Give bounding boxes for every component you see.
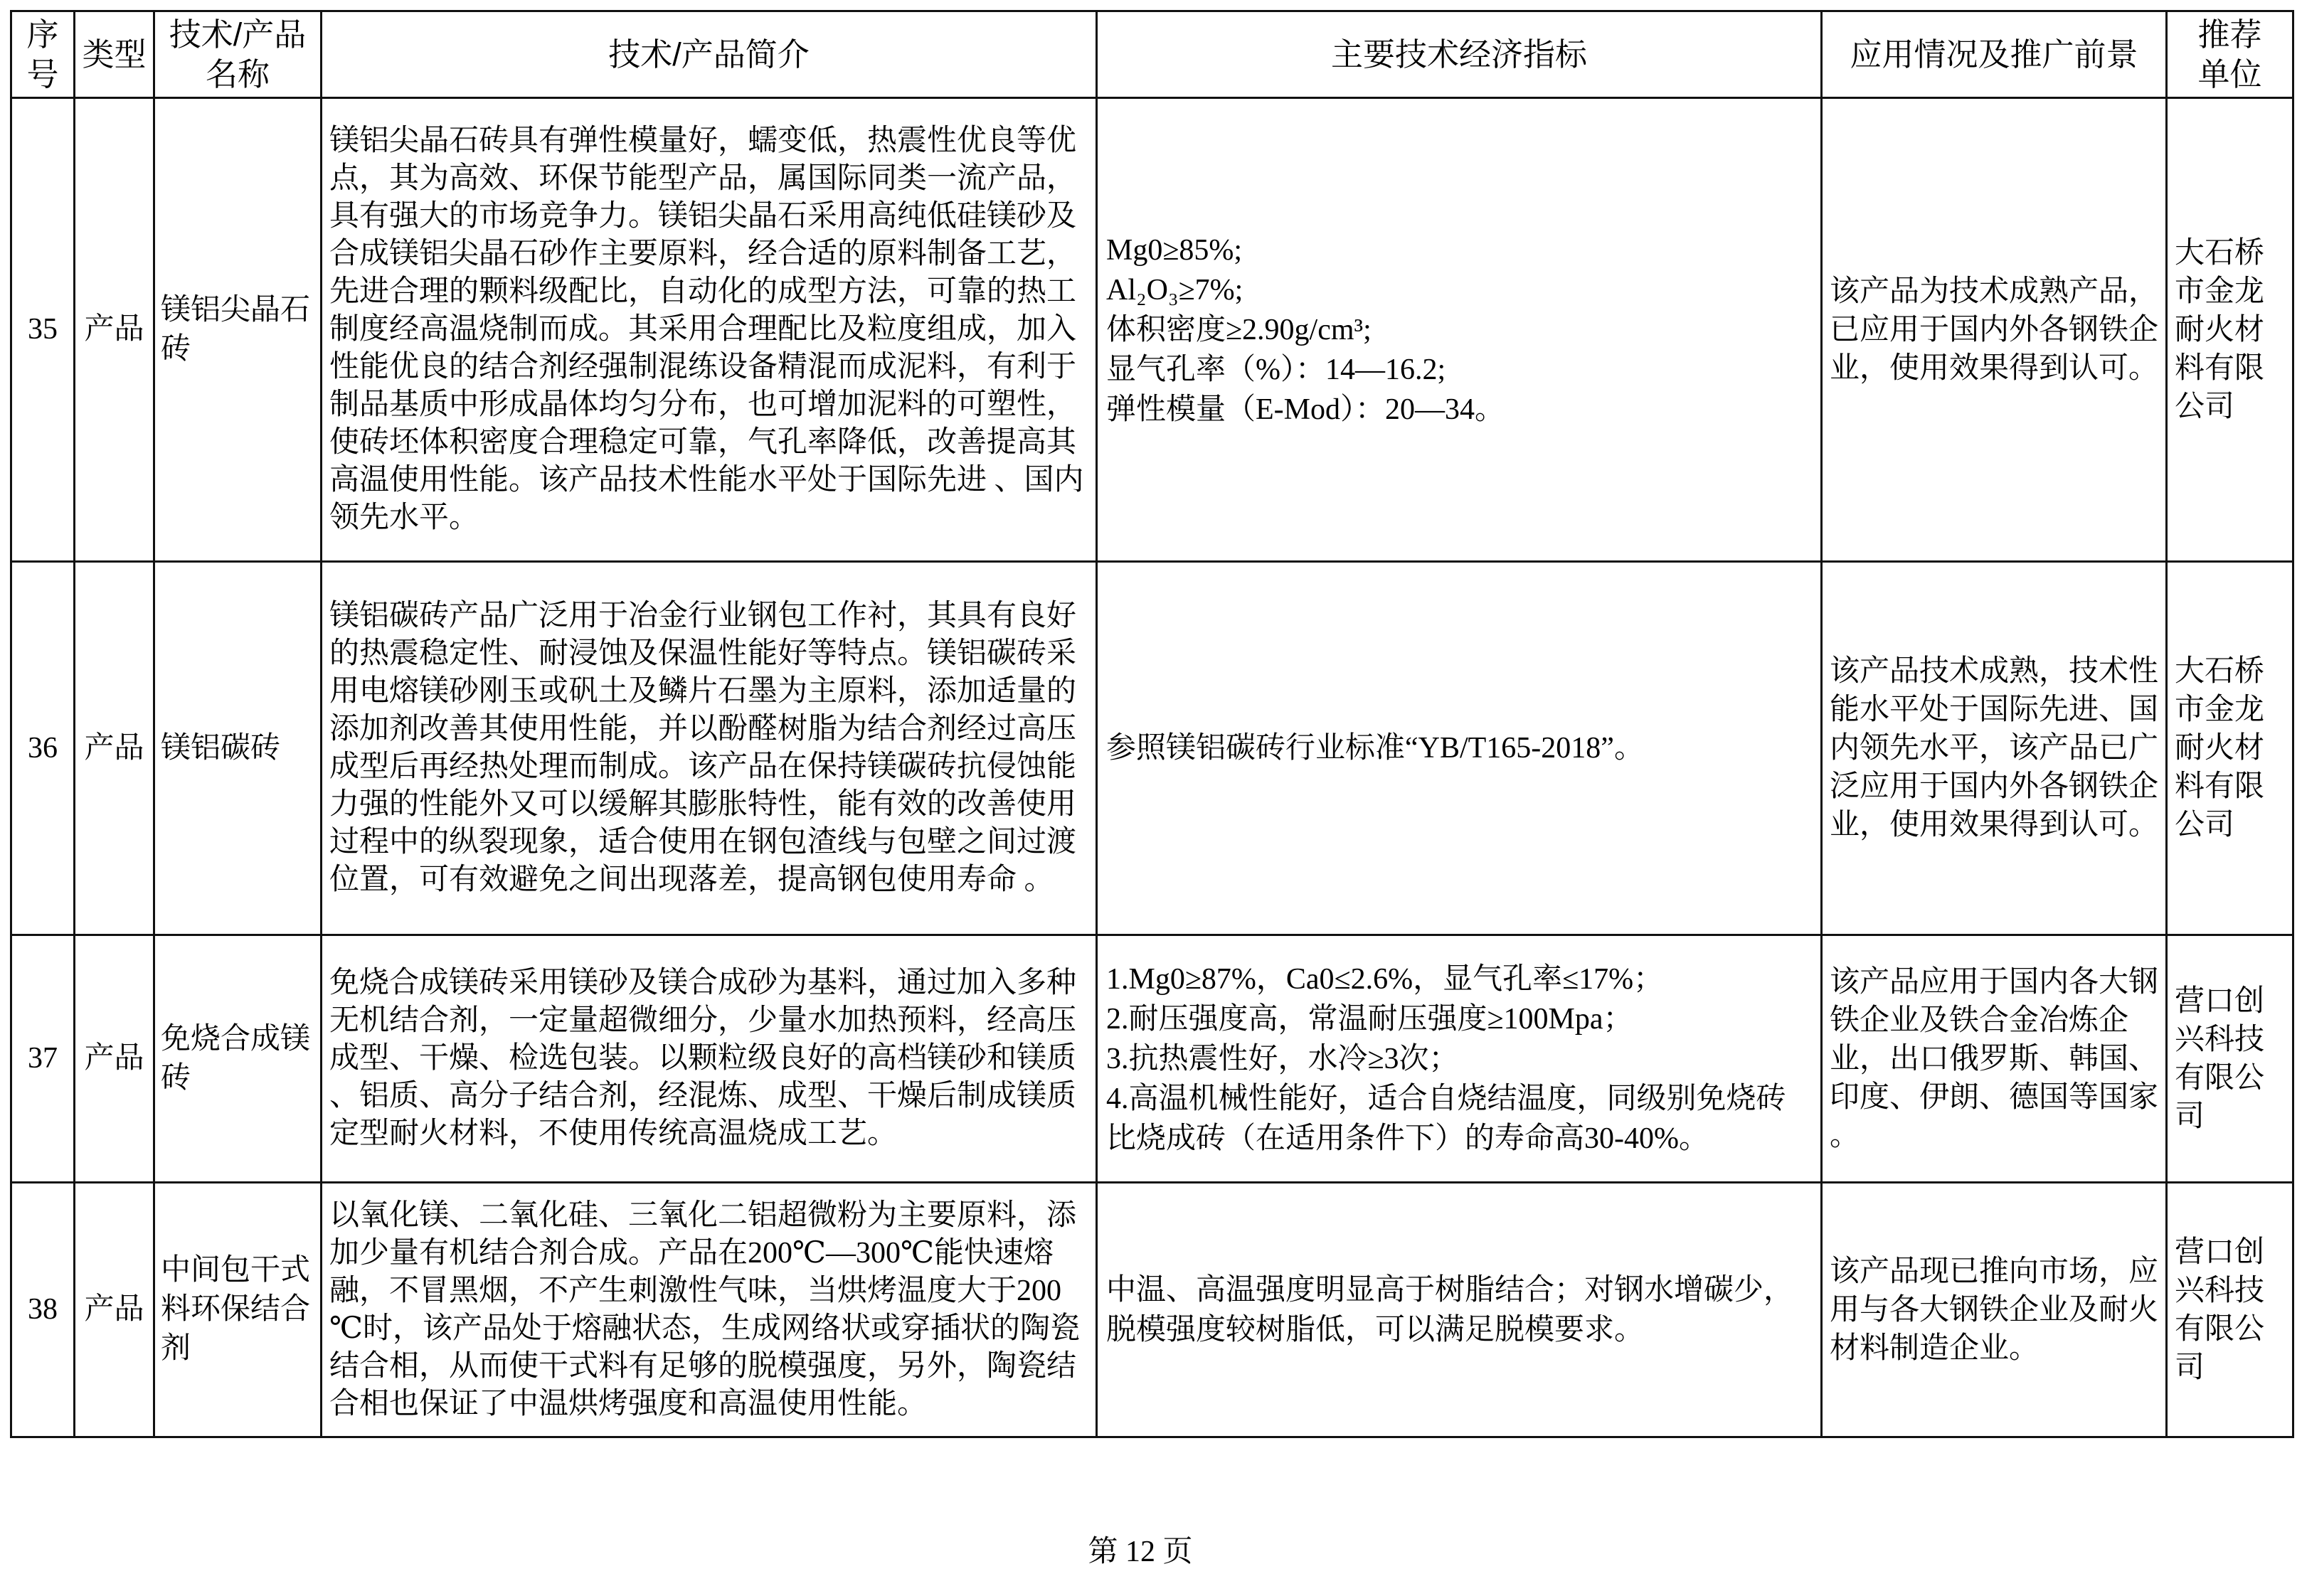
text-line: 内领先水平，该产品已广 (1830, 732, 2159, 765)
header-row (11, 11, 2293, 98)
text-line: 脱模强度较树脂低，可以满足脱模要求。 (1106, 1313, 1645, 1346)
text-line: 单位 (2197, 55, 2262, 92)
table-row (11, 562, 2293, 935)
header-seq (11, 11, 75, 98)
header-name (154, 11, 322, 98)
type-label: 产品 (84, 1042, 144, 1075)
text-line: Mg0≥85%; (1106, 233, 1243, 267)
recommender-cell (2167, 1183, 2293, 1437)
header-intro-text: 技术/产品简介 (608, 36, 810, 73)
text-line: 耐火材 (2175, 313, 2265, 346)
text-line: 、铝质、高分子结合剂，经混炼、成型、干燥后制成镁质 (329, 1080, 1077, 1112)
product-name (161, 291, 320, 369)
text-line: 免烧合成镁砖采用镁砂及镁合成砂为基料，通过加入多种 (329, 967, 1077, 999)
text-line: 弹性模量（E-Mod）：20—34。 (1106, 393, 1505, 426)
recommender-cell (2167, 98, 2293, 562)
text-line: 制度经高温烧制而成。其采用合理配比及粒度组成，加入 (329, 313, 1077, 346)
text-line: 泛应用于国内外各钢铁企 (1830, 770, 2159, 803)
table-row (11, 98, 2293, 562)
application-cell (1822, 562, 2167, 935)
product-table (10, 10, 2294, 1438)
text-line: 印度、伊朗、德国等国家 (1830, 1080, 2159, 1114)
text-line: 镁铝尖晶石砖具有弹性模量好，蠕变低，热震性优良等优 (329, 124, 1077, 157)
text-line: 显气孔率（%）：14—16.2; (1106, 353, 1446, 386)
text-line: 参照镁铝碳砖行业标准“YB/T165-2018”。 (1106, 732, 1644, 765)
text-line: 营口创 (2175, 984, 2265, 1018)
text-line: 有限公 (2175, 1312, 2265, 1346)
header-recommender (2167, 11, 2293, 98)
text-line: 该产品现已推向市场，应 (1830, 1255, 2159, 1288)
header-indicators (1097, 11, 1822, 98)
indicators-text (1106, 959, 1820, 1159)
text-line: 点，其为高效、环保节能型产品，属国际同类一流产品， (329, 162, 1077, 195)
name-cell (154, 562, 322, 935)
application-cell (1822, 935, 2167, 1183)
name-cell (154, 98, 322, 562)
application-text (1830, 963, 2165, 1155)
text-line: 业，使用效果得到认可。 (1830, 809, 2159, 841)
intro-cell (322, 1183, 1097, 1437)
text-line: 料有限 (2175, 770, 2265, 803)
intro-text (329, 1197, 1096, 1423)
text-line: 融，不冒黑烟，不产生刺激性气味，当烘烤温度大于200 (329, 1274, 1062, 1307)
text-line: 使砖坯体积密度合理稳定可靠，气孔率降低，改善提高其 (329, 426, 1077, 459)
text-line: 序 (26, 16, 59, 53)
text-line: 领先水平。 (329, 501, 479, 534)
page-number: 第 12 页 (1088, 1536, 1193, 1568)
text-line: ℃时，该产品处于熔融状态，生成网络状或穿插状的陶瓷 (329, 1312, 1080, 1345)
text-line: 成型后再经热处理而制成。该产品在保持镁碳砖抗侵蚀能 (329, 750, 1077, 783)
text-line: 先进合理的颗料级配比，自动化的成型方法，可靠的热工 (329, 275, 1077, 308)
product-name (161, 1020, 320, 1098)
text-line: 用电熔镁砂刚玉或矾土及鳞片石墨为主原料，添加适量的 (329, 675, 1077, 708)
recommender-text (2175, 234, 2292, 426)
header-application-text: 应用情况及推广前景 (1850, 36, 2138, 73)
application-text (1830, 652, 2165, 844)
text-line: 能水平处于国际先进、国 (1830, 693, 2159, 726)
type-cell (75, 935, 154, 1183)
text-line: 镁铝碳砖产品广泛用于冶金行业钢包工作衬，其具有良好 (329, 600, 1077, 632)
product-name (161, 1251, 320, 1368)
seq-cell (11, 98, 75, 562)
indicators-text (1106, 1270, 1820, 1350)
text-line: 镁铝碳砖 (161, 731, 281, 765)
header-type-text: 类型 (82, 36, 147, 73)
recommender-cell (2167, 935, 2293, 1183)
text-line: 兴科技 (2175, 1274, 2265, 1307)
application-cell (1822, 1183, 2167, 1437)
text-line: 具有强大的市场竞争力。镁铝尖晶石采用高纯低硅镁砂及 (329, 200, 1077, 233)
text-line: 公司 (2175, 809, 2235, 841)
header-name-text (155, 15, 320, 95)
text-line: 合成镁铝尖晶石砂作主要原料，经合适的原料制备工艺， (329, 238, 1077, 270)
text-line: 加少量有机结合剂合成。产品在200℃—300℃能快速熔 (329, 1236, 1054, 1270)
text-line: 耐火材 (2175, 732, 2265, 765)
text-line: 已应用于国内外各钢铁企 (1830, 313, 2159, 346)
text-line: 有限公 (2175, 1061, 2265, 1095)
table-row (11, 935, 2293, 1183)
text-line: 中温、高温强度明显高于树脂结合；对钢水增碳少， (1106, 1273, 1794, 1307)
text-line: 业，出口俄罗斯、韩国、 (1830, 1042, 2159, 1075)
intro-cell (322, 562, 1097, 935)
header-recommender-text (2168, 15, 2292, 95)
text-line: 该产品应用于国内各大钢 (1830, 965, 2159, 999)
recommender-text (2175, 652, 2292, 844)
text-line: 公司 (2175, 390, 2235, 423)
header-type (75, 11, 154, 98)
text-line: 体积密度≥2.90g/cm³; (1106, 313, 1372, 346)
text-line: 免烧合成镁 (161, 1022, 311, 1055)
seq-number: 38 (28, 1293, 58, 1326)
text-line: 营口创 (2175, 1235, 2265, 1269)
recommender-text (2175, 982, 2292, 1136)
text-line: 司 (2175, 1351, 2205, 1384)
text-line: 合相也保证了中温烘烤强度和高温使用性能。 (329, 1387, 928, 1420)
intro-text (329, 597, 1096, 899)
type-label: 产品 (84, 313, 144, 346)
text-line: 无机结合剂，一定量超微细分，少量水加热预料，经高压 (329, 1004, 1077, 1037)
text-line: 的热震稳定性、耐浸蚀及保温性能好等特点。镁铝碳砖采 (329, 637, 1077, 670)
text-line: 中间包干式 (161, 1254, 311, 1287)
seq-cell (11, 935, 75, 1183)
text-line: 业，使用效果得到认可。 (1830, 351, 2159, 385)
intro-cell (322, 935, 1097, 1183)
seq-number: 37 (28, 1042, 58, 1075)
text-line: 技术/产品 (169, 16, 307, 53)
intro-text (329, 122, 1096, 537)
text-line: 该产品技术成熟，技术性 (1830, 655, 2159, 688)
intro-cell (322, 98, 1097, 562)
text-line: 高温使用性能。该产品技术性能水平处于国际先进 、国内 (329, 464, 1084, 496)
text-line: 砖 (161, 332, 191, 366)
text-line: 该产品为技术成熟产品， (1830, 275, 2159, 308)
indicators-cell (1097, 1183, 1822, 1437)
indicators-text (1106, 230, 1820, 430)
text-line: 料有限 (2175, 351, 2265, 385)
text-line: 材料制造企业。 (1830, 1331, 2040, 1365)
intro-text (329, 964, 1096, 1153)
application-text (1830, 272, 2165, 388)
text-line: 名称 (205, 55, 270, 92)
text-line: 镁铝尖晶石 (161, 293, 311, 326)
text-line: 大石桥 (2175, 236, 2265, 270)
text-line: 砖 (161, 1061, 191, 1095)
header-intro (322, 11, 1097, 98)
text-line: 。 (1830, 1119, 1860, 1152)
text-line: 成型、干燥、检选包装。以颗粒级良好的高档镁砂和镁质 (329, 1042, 1077, 1075)
indicators-text (1106, 728, 1820, 768)
type-label: 产品 (84, 731, 144, 765)
text-line: 用与各大钢铁企业及耐火 (1830, 1293, 2159, 1326)
text-line: 力强的性能外又可以缓解其膨胀特性，能有效的改善使用 (329, 788, 1077, 821)
text-line: 剂 (161, 1332, 191, 1365)
text-line: 司 (2175, 1100, 2205, 1133)
text-line: 过程中的纵裂现象，适合使用在钢包渣线与包壁之间过渡 (329, 826, 1077, 858)
text-line: 制品基质中形成晶体均匀分布，也可增加泥料的可塑性， (329, 388, 1077, 421)
application-text (1830, 1252, 2165, 1368)
text-line: 1.Mg0≥87%，Ca0≤2.6%，显气孔率≤17%； (1106, 962, 1664, 996)
type-cell (75, 98, 154, 562)
type-cell (75, 562, 154, 935)
text-line: 推荐 (2197, 16, 2262, 53)
recommender-cell (2167, 562, 2293, 935)
text-line: 市金龙 (2175, 693, 2265, 726)
text-line: 结合相，从而使干式料有足够的脱模强度，另外，陶瓷结 (329, 1349, 1077, 1383)
header-application (1822, 11, 2167, 98)
text-line: 铁企业及铁合金冶炼企 (1830, 1004, 2129, 1037)
header-indicators-text: 主要技术经济指标 (1330, 36, 1587, 73)
product-name (161, 729, 320, 768)
indicators-cell (1097, 935, 1822, 1183)
seq-number: 36 (28, 731, 58, 765)
text-line: 4.高温机械性能好，适合自烧结温度，同级别免烧砖 (1106, 1082, 1786, 1115)
table-row (11, 1183, 2293, 1437)
text-line: 大石桥 (2175, 655, 2265, 688)
seq-number: 35 (28, 313, 58, 346)
name-cell (154, 1183, 322, 1437)
seq-cell (11, 562, 75, 935)
indicators-cell (1097, 98, 1822, 562)
text-line: 市金龙 (2175, 275, 2265, 308)
text-line: 兴科技 (2175, 1023, 2265, 1056)
text-line: 定型耐火材料，不使用传统高温烧成工艺。 (329, 1117, 898, 1150)
text-line: 比烧成砖（在适用条件下）的寿命高30-40%。 (1106, 1122, 1709, 1155)
text-line: 以氧化镁、二氧化硅、三氧化二铝超微粉为主要原料，添 (329, 1198, 1077, 1232)
seq-cell (11, 1183, 75, 1437)
text-line: Al₂O₃≥7%; (1106, 273, 1243, 307)
type-label: 产品 (84, 1293, 144, 1326)
recommender-text (2175, 1233, 2292, 1387)
text-line: 3.抗热震性好，水冷≥3次； (1106, 1042, 1459, 1075)
text-line: 号 (26, 55, 59, 92)
application-cell (1822, 98, 2167, 562)
type-cell (75, 1183, 154, 1437)
text-line: 2.耐压强度高，常温耐压强度≥100Mpa； (1106, 1002, 1633, 1036)
indicators-cell (1097, 562, 1822, 935)
text-line: 料环保结合 (161, 1293, 311, 1326)
text-line: 位置，可有效避免之间出现落差，提高钢包使用寿命 。 (329, 863, 1054, 896)
name-cell (154, 935, 322, 1183)
text-line: 性能优良的结合剂经强制混练设备精混而成泥料，有利于 (329, 351, 1077, 383)
text-line: 添加剂改善其使用性能，并以酚醛树脂为结合剂经过高压 (329, 713, 1077, 745)
header-seq-text (12, 15, 73, 95)
